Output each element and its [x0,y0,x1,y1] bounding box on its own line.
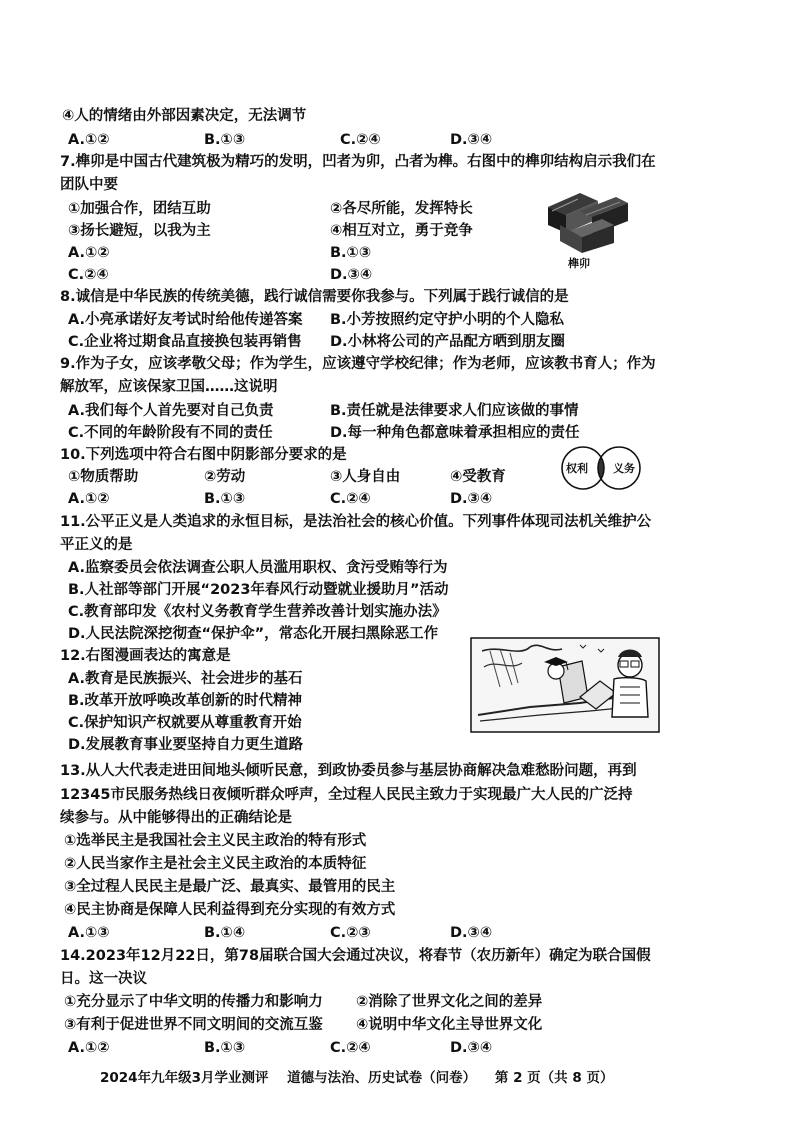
q10-option-c: C.②④ [330,491,371,507]
q9-option-c: C.不同的年龄阶段有不同的责任 [68,425,273,441]
q13-stem-line-3: 续参与。从中能够得出的正确结论是 [60,810,292,826]
q14-option-c: C.②④ [330,1040,371,1056]
q8-option-d: D.小林将公司的产品配方晒到朋友圈 [330,334,566,350]
q11-stem-line-2: 平正义的是 [60,537,133,553]
q11-option-a: A.监察委员会依法调查公职人员滥用职权、贪污受贿等行为 [68,560,448,576]
venn-left-label: 权利 [566,462,588,475]
q6-option-a: A.①② [68,132,110,148]
q10-option-b: B.①③ [204,491,246,507]
q9-option-a: A.我们每个人首先要对自己负责 [68,403,274,419]
q14-statement-4: ④说明中华文化主导世界文化 [356,1017,543,1033]
q13-statement-2: ②人民当家作主是社会主义民主政治的本质特征 [64,856,367,872]
mortise-tenon-figure [540,185,632,270]
q7-statement-2: ②各尽所能，发挥特长 [330,201,473,217]
q13-statement-4: ④民主协商是保障人民利益得到充分实现的有效方式 [64,902,396,918]
footer-page-number: 第 2 页（共 8 页） [494,1070,614,1086]
footer-exam-name: 2024年九年级3月学业测评 [100,1070,269,1086]
q12-option-d: D.发展教育事业要坚持自力更生道路 [68,737,304,753]
q11-option-c: C.教育部印发《农村义务教育学生营养改善计划实施办法》 [68,604,447,620]
q6-option-b: B.①③ [204,132,246,148]
q13-option-c: C.②③ [330,925,371,941]
q11-stem-line-1: 11.公平正义是人类追求的永恒目标，是法治社会的核心价值。下列事件体现司法机关维护公 [60,514,652,530]
venn-right-label: 义务 [613,462,635,475]
q10-option-d: D.③④ [450,491,493,507]
q14-option-b: B.①③ [204,1040,246,1056]
q11-option-b: B.人社部等部门开展“2023年春风行动暨就业援助月”活动 [68,582,449,598]
q8-option-a: A.小亮承诺好友考试时给他传递答案 [68,312,303,328]
q9-stem-line-1: 9.作为子女，应该孝敬父母；作为学生，应该遵守学校纪律；作为老师，应该教书育人；作为 [60,356,656,372]
q6-statement-4: ④人的情绪由外部因素决定，无法调节 [62,108,307,124]
q7-option-c: C.②④ [68,267,109,283]
footer-subject: 道德与法治、历史试卷（问卷） [287,1070,477,1086]
q9-option-b: B.责任就是法律要求人们应该做的事情 [330,403,579,419]
q14-stem-line-2: 日。这一决议 [60,971,147,987]
q6-option-c: C.②④ [340,132,381,148]
education-cartoon [470,637,660,733]
q12-option-a: A.教育是民族振兴、社会进步的基石 [68,671,303,687]
q8-stem: 8.诚信是中华民族的传统美德，践行诚信需要你我参与。下列属于践行诚信的是 [60,289,569,305]
q7-option-a: A.①② [68,245,110,261]
q12-option-b: B.改革开放呼唤改革创新的时代精神 [68,693,303,709]
q13-stem-line-1: 13.从人大代表走进田间地头倾听民意，到政协委员参与基层协商解决急难愁盼问题，再到 [60,763,637,779]
q6-option-d: D.③④ [450,132,493,148]
q14-statement-2: ②消除了世界文化之间的差异 [356,994,543,1010]
q12-stem: 12.右图漫画表达的寓意是 [60,648,231,664]
q14-statement-3: ③有利于促进世界不同文明间的交流互鉴 [64,1017,323,1033]
q13-stem-line-2: 12345市民服务热线日夜倾听群众呼声，全过程人民民主致力于实现最广大人民的广泛持 [60,787,633,803]
q10-option-a: A.①② [68,491,110,507]
q13-option-d: D.③④ [450,925,493,941]
q10-statement-4: ④受教育 [450,469,506,485]
q14-option-d: D.③④ [450,1040,493,1056]
q9-stem-line-2: 解放军，应该保家卫国……这说明 [60,379,278,395]
q8-option-b: B.小芳按照约定守护小明的个人隐私 [330,312,565,328]
q10-stem: 10.下列选项中符合右图中阴影部分要求的是 [60,447,347,463]
q7-statement-1: ①加强合作，团结互助 [68,201,211,217]
rights-duties-venn [549,445,653,491]
q13-option-b: B.①④ [204,925,246,941]
cartoon-illustration [470,637,660,733]
q11-option-d: D.人民法院深挖彻查“保护伞”，常态化开展扫黑除恶工作 [68,626,439,642]
q13-option-a: A.①③ [68,925,110,941]
q7-statement-3: ③扬长避短，以我为主 [68,223,211,239]
q13-statement-3: ③全过程人民民主是最广泛、最真实、最管用的民主 [64,879,396,895]
q14-option-a: A.①② [68,1040,110,1056]
q7-stem-line-1: 7.榫卯是中国古代建筑极为精巧的发明，凹者为卯，凸者为榫。右图中的榫卯结构启示我们在 [60,154,656,170]
q7-option-d: D.③④ [330,267,373,283]
q7-option-b: B.①③ [330,245,372,261]
q10-statement-1: ①物质帮助 [68,469,139,485]
q10-statement-3: ③人身自由 [330,469,401,485]
q7-statement-4: ④相互对立，勇于竞争 [330,223,473,239]
q14-stem-line-1: 14.2023年12月22日，第78届联合国大会通过决议，将春节（农历新年）确定为联合国假 [60,948,651,964]
q8-option-c: C.企业将过期食品直接换包装再销售 [68,334,302,350]
venn-circles [549,445,653,491]
q13-statement-1: ①选举民主是我国社会主义民主政治的特有形式 [64,833,367,849]
mortise-tenon-caption: 榫卯 [568,257,590,270]
q9-option-d: D.每一种角色都意味着承担相应的责任 [330,425,580,441]
page-footer [100,1066,627,1086]
q7-stem-line-2: 团队中要 [60,177,118,193]
mortise-tenon-illustration [540,185,632,255]
q14-statement-1: ①充分显示了中华文明的传播力和影响力 [64,994,323,1010]
q12-option-c: C.保护知识产权就要从尊重教育开始 [68,715,302,731]
q10-statement-2: ②劳动 [204,469,246,485]
